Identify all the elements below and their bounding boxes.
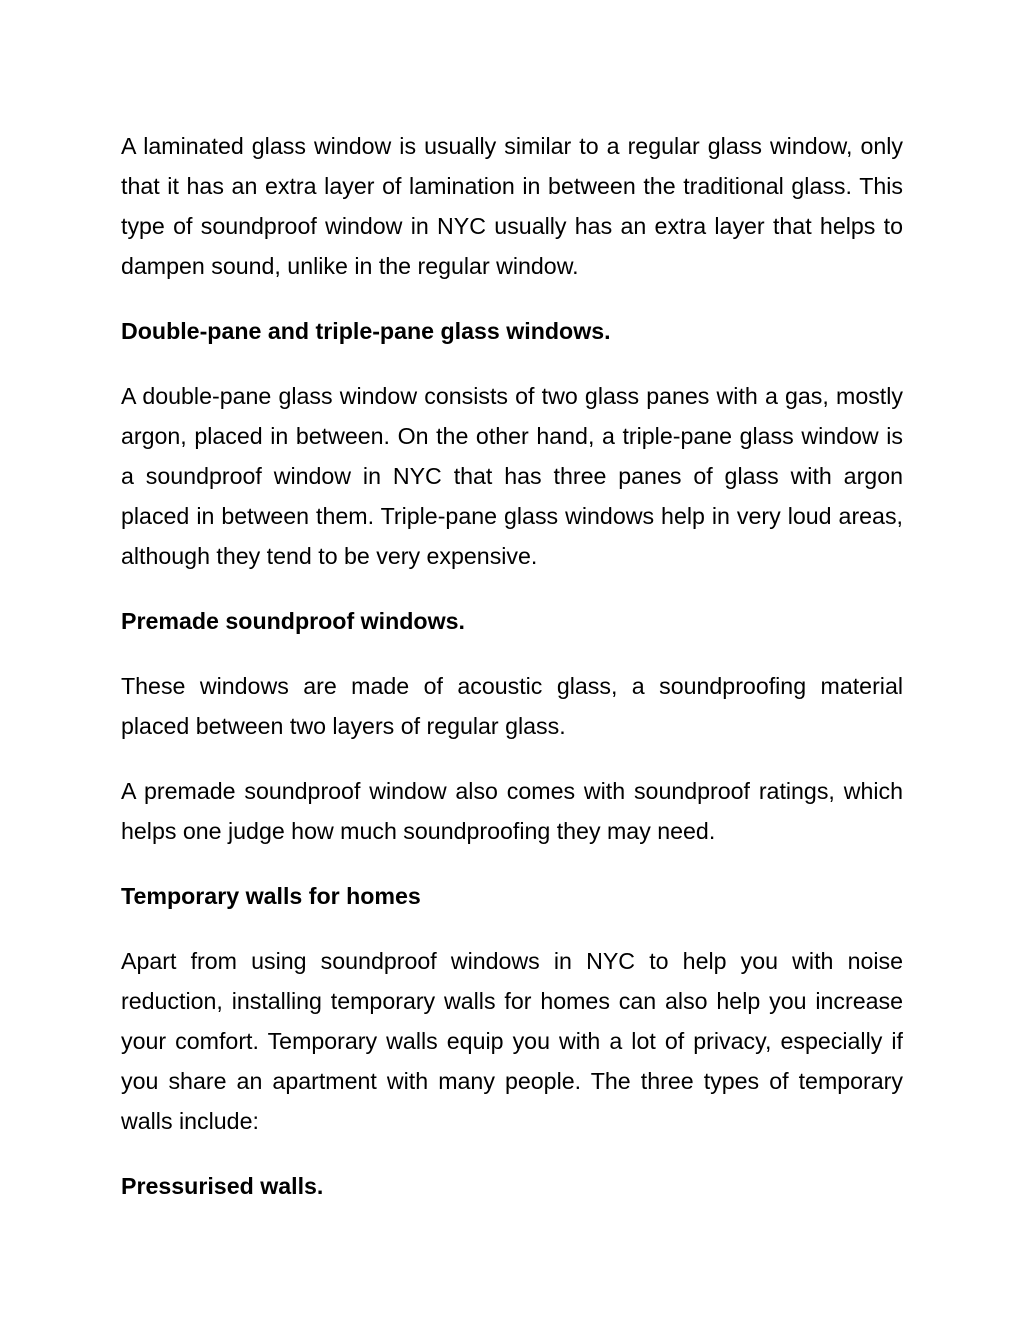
spacer bbox=[121, 851, 903, 876]
document-page bbox=[121, 126, 903, 1206]
spacer bbox=[121, 746, 903, 771]
heading-pressurised-walls: Pressurised walls. bbox=[121, 1173, 324, 1199]
heading-temporary-walls: Temporary walls for homes bbox=[121, 883, 421, 909]
paragraph-double-pane: A double-pane glass window consists of two glass panes with a gas, mostly argon, placed in between. On the other hand, a triple-pane glass window is a soundproof window in NYC that has three panes of glass with argon placed in between them. Triple-pane glass windows help in very loud areas, although they tend to be very expensive. bbox=[121, 383, 903, 569]
paragraph-temporary-walls: Apart from using soundproof windows in NYC to help you with noise reduction, installing temporary walls for homes can also help you increase your comfort. Temporary walls equip you with a lot of privacy, especially if you share an apartment with many people. The three types of temporary walls include: bbox=[121, 948, 903, 1134]
paragraph-soundproof-ratings: A premade soundproof window also comes with soundproof ratings, which helps one judge how much soundproofing they may need. bbox=[121, 778, 903, 844]
spacer bbox=[121, 641, 903, 666]
spacer bbox=[121, 1141, 903, 1166]
paragraph-laminated-glass: A laminated glass window is usually similar to a regular glass window, only that it has an extra layer of lamination in between the traditional glass. This type of soundproof window in NYC usually has an extra layer that helps to dampen sound, unlike in the regular window. bbox=[121, 133, 903, 279]
spacer bbox=[121, 916, 903, 941]
heading-double-triple-pane: Double-pane and triple-pane glass windows. bbox=[121, 318, 611, 344]
heading-premade-windows: Premade soundproof windows. bbox=[121, 608, 465, 634]
spacer bbox=[121, 286, 903, 311]
spacer bbox=[121, 576, 903, 601]
spacer bbox=[121, 351, 903, 376]
paragraph-acoustic-glass: These windows are made of acoustic glass, a soundproofing material placed between two layers of regular glass. bbox=[121, 673, 903, 739]
